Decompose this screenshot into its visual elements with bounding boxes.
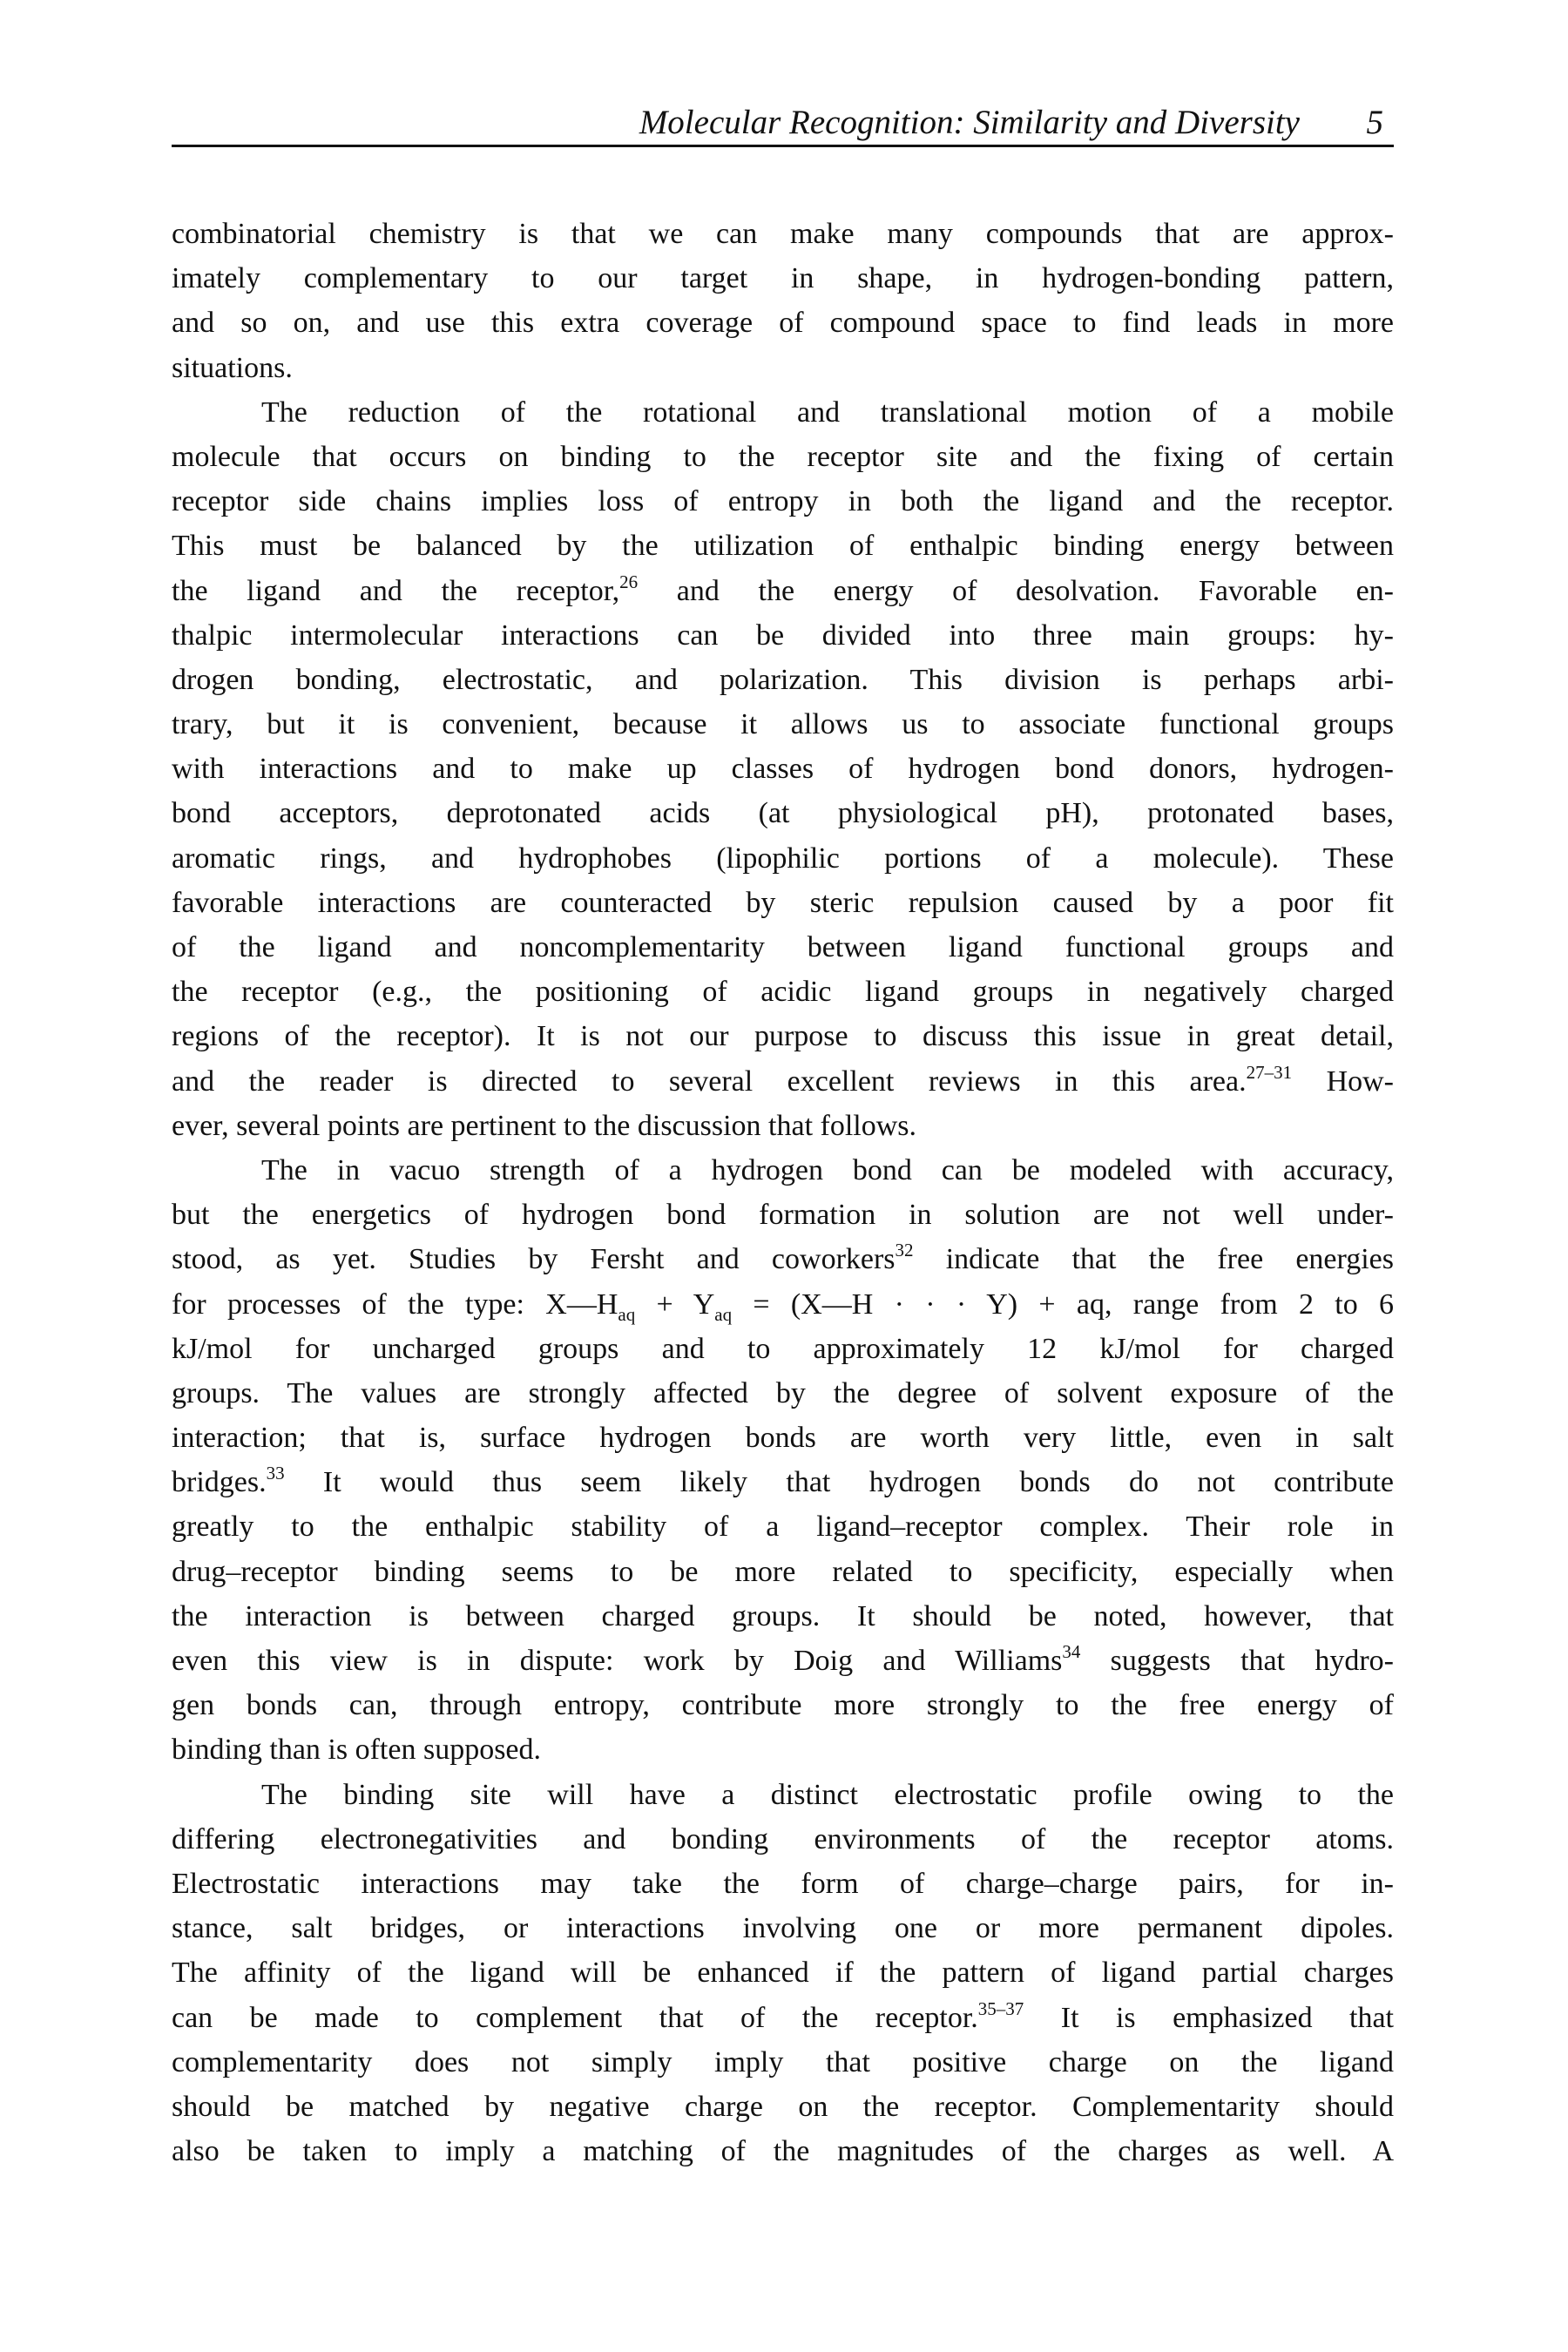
text-line	[172, 1550, 1394, 1594]
text-run: trary, but it is convenient, because it allows us to associate functional groups	[172, 708, 1394, 741]
text-line	[172, 1371, 1394, 1416]
text-line	[172, 925, 1394, 970]
text-line	[172, 1237, 1394, 1281]
text-run: stood, as yet. Studies by Fersht and coworkers	[172, 1243, 896, 1276]
text-run: The affinity of the ligand will be enhanced if the pattern of ligand partial charges	[172, 1957, 1394, 1990]
text-run: the ligand and the receptor,	[172, 574, 620, 607]
text-run: drug–receptor binding seems to be more related to specificity, especially when	[172, 1555, 1394, 1588]
text-line	[172, 212, 1394, 256]
paragraph-first-line	[172, 1773, 1394, 1817]
citation-superscript: 32	[895, 1240, 914, 1261]
text-line	[172, 1504, 1394, 1549]
body-text	[172, 212, 1394, 2173]
text-run: regions of the receptor). It is not our purpose to discuss this issue in great detail,	[172, 1020, 1394, 1053]
text-line	[172, 1996, 1394, 2040]
text-line	[172, 1862, 1394, 1906]
text-line	[172, 1014, 1394, 1058]
text-run: groups. The values are strongly affected by the degree of solvent exposure of the	[172, 1376, 1394, 1409]
text-run: Electrostatic interactions may take the form of charge–charge pairs, for in-	[172, 1867, 1394, 1900]
text-run: bridges.	[172, 1466, 267, 1499]
text-line	[172, 791, 1394, 835]
text-line	[172, 1327, 1394, 1371]
text-run: It is emphasized that	[1024, 2001, 1394, 2034]
running-head	[172, 103, 1394, 143]
text-line	[172, 1416, 1394, 1460]
text-run: + Y	[635, 1288, 715, 1321]
text-run: situations.	[172, 351, 293, 384]
running-head-title: Molecular Recognition: Similarity and Diversity	[639, 104, 1300, 141]
text-run: suggests that hydro-	[1080, 1645, 1394, 1677]
text-line	[172, 1282, 1394, 1327]
text-run: The binding site will have a distinct electrostatic profile owing to the	[261, 1778, 1394, 1811]
text-run: ever, several points are pertinent to the discussion that follows.	[172, 1109, 917, 1142]
citation-superscript: 26	[619, 571, 639, 592]
text-run: drogen bonding, electrostatic, and polarization. This division is perhaps arbi-	[172, 663, 1394, 696]
text-run: molecule that occurs on binding to the receptor site and the fixing of certain	[172, 440, 1394, 473]
text-line	[172, 1639, 1394, 1683]
text-line	[172, 1817, 1394, 1862]
text-line	[172, 658, 1394, 702]
text-run: for processes of the type: X—H	[172, 1288, 618, 1321]
text-run: complementarity does not simply imply that positive charge on the ligand	[172, 2045, 1394, 2078]
text-run: and the energy of desolvation. Favorable en-	[638, 574, 1394, 607]
text-run: interaction; that is, surface hydrogen bonds are worth very little, even in salt	[172, 1422, 1394, 1455]
text-run: This must be balanced by the utilization of enthalpic binding energy between	[172, 530, 1394, 563]
paragraph-first-line	[172, 390, 1394, 435]
text-run: The reduction of the rotational and translational motion of a mobile	[261, 395, 1394, 429]
text-run: aromatic rings, and hydrophobes (lipophilic portions of a molecule). These	[172, 841, 1394, 875]
text-line	[172, 1950, 1394, 1995]
text-run: bond acceptors, deprotonated acids (at physiological pH), protonated bases,	[172, 797, 1394, 830]
text-run: and so on, and use this extra coverage of compound space to find leads in more	[172, 307, 1394, 340]
text-run: but the energetics of hydrogen bond formation in solution are not well under-	[172, 1199, 1394, 1232]
text-run: can be made to complement that of the receptor.	[172, 2001, 978, 2034]
text-line	[172, 1460, 1394, 1504]
text-line	[172, 613, 1394, 658]
citation-superscript: 34	[1062, 1641, 1081, 1662]
text-run: should be matched by negative charge on the receptor. Complementarity should	[172, 2090, 1394, 2123]
text-line	[172, 1104, 1394, 1148]
text-run: and the reader is directed to several excellent reviews in this area.	[172, 1064, 1247, 1098]
text-line	[172, 1059, 1394, 1104]
text-run: How-	[1292, 1064, 1394, 1098]
text-line	[172, 2040, 1394, 2085]
text-line	[172, 881, 1394, 925]
text-run: even this view is in dispute: work by Doig and Williams	[172, 1645, 1063, 1677]
page-number: 5	[1366, 104, 1383, 141]
text-run: thalpic intermolecular interactions can be divided into three main groups: hy-	[172, 618, 1394, 652]
text-run: stance, salt bridges, or interactions involving one or more permanent dipoles.	[172, 1912, 1394, 1945]
text-line	[172, 435, 1394, 479]
text-run: kJ/mol for uncharged groups and to approximately 12 kJ/mol for charged	[172, 1332, 1394, 1365]
text-line	[172, 256, 1394, 301]
subscript: aq	[618, 1303, 636, 1325]
text-run: greatly to the enthalpic stability of a ligand–receptor complex. Their role in	[172, 1511, 1394, 1544]
text-line	[172, 479, 1394, 524]
text-line	[172, 301, 1394, 345]
text-run: imately complementary to our target in shape, in hydrogen-bonding pattern,	[172, 262, 1394, 295]
text-run: gen bonds can, through entropy, contribute more strongly to the free energy of	[172, 1689, 1394, 1722]
text-line	[172, 1727, 1394, 1772]
text-run: also be taken to imply a matching of the magnitudes of the charges as well. A	[172, 2135, 1394, 2168]
text-line	[172, 1906, 1394, 1950]
text-line	[172, 2129, 1394, 2173]
text-line	[172, 2085, 1394, 2129]
text-line	[172, 970, 1394, 1014]
text-line	[172, 569, 1394, 613]
citation-superscript: 33	[266, 1463, 285, 1484]
text-run: the receptor (e.g., the positioning of acidic ligand groups in negatively charged	[172, 976, 1394, 1009]
text-run: = (X—H · · · Y) + aq, range from 2 to 6	[732, 1288, 1395, 1321]
text-run: The in vacuo strength of a hydrogen bond can be modeled with accuracy,	[261, 1153, 1394, 1186]
text-run: indicate that the free energies	[913, 1243, 1394, 1276]
text-run: combinatorial chemistry is that we can make many compounds that are approx-	[172, 218, 1394, 250]
text-run: with interactions and to make up classes of hydrogen bond donors, hydrogen-	[172, 753, 1394, 786]
text-line	[172, 524, 1394, 568]
text-line	[172, 1594, 1394, 1639]
header-rule	[172, 145, 1394, 147]
text-run: favorable interactions are counteracted by steric repulsion caused by a poor fit	[172, 886, 1394, 919]
text-run: differing electronegativities and bonding environments of the receptor atoms.	[172, 1822, 1394, 1855]
text-line	[172, 1683, 1394, 1727]
text-run: the interaction is between charged groups. It should be noted, however, that	[172, 1599, 1394, 1632]
text-run: It would thus seem likely that hydrogen bonds do not contribute	[284, 1466, 1394, 1499]
paragraph-first-line	[172, 1148, 1394, 1193]
citation-superscript: 35–37	[977, 1997, 1024, 2019]
text-line	[172, 1193, 1394, 1237]
text-line	[172, 346, 1394, 390]
text-line	[172, 747, 1394, 791]
text-run: binding than is often supposed.	[172, 1734, 542, 1767]
citation-superscript: 27–31	[1246, 1061, 1293, 1083]
text-line	[172, 702, 1394, 747]
text-run: of the ligand and noncomplementarity between ligand functional groups and	[172, 931, 1394, 963]
text-run: receptor side chains implies loss of entropy in both the ligand and the receptor.	[172, 485, 1394, 518]
subscript: aq	[714, 1303, 733, 1325]
text-line	[172, 836, 1394, 881]
